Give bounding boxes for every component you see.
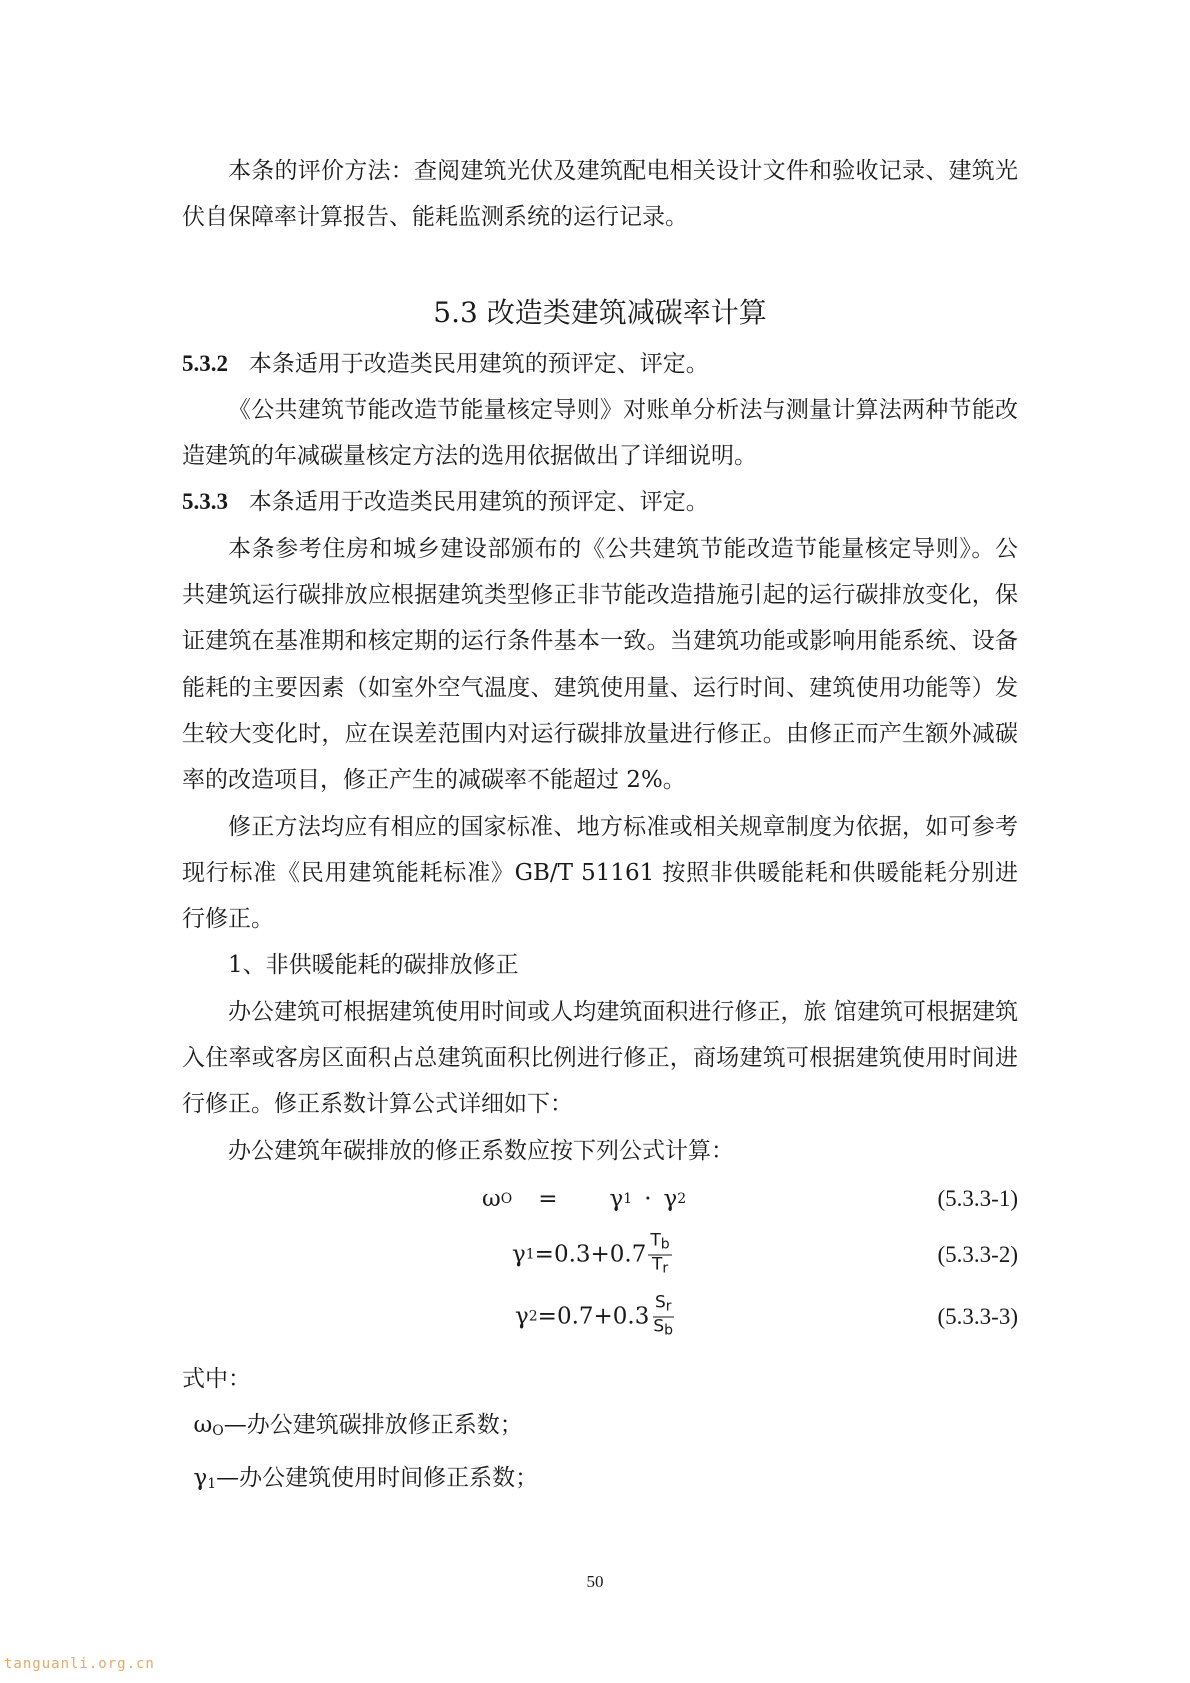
equation-rhs: =0.7+0.3: [537, 1303, 650, 1330]
equation-5-3-3-3: [182, 1286, 1018, 1348]
clause-text: 本条适用于改造类民用建筑的预评定、评定。: [248, 489, 709, 516]
clause-5-3-3: [182, 479, 1018, 525]
clause-text: 本条适用于改造类民用建筑的预评定、评定。: [248, 350, 709, 377]
gamma-symbol: γ: [515, 1303, 529, 1330]
equation-number: (5.3.3-2): [937, 1241, 1018, 1267]
clause-number: 5.3.3: [182, 489, 228, 515]
equation-5-3-3-1: [182, 1174, 1018, 1224]
gamma-symbol: γ: [512, 1241, 526, 1268]
fraction: $\frac{S_r}{S_b}$: [653, 1292, 674, 1339]
equation-5-3-3-2: [182, 1224, 1018, 1286]
equation-formula: ω O = γ 1 · γ 2: [482, 1185, 687, 1212]
equation-number: (5.3.3-1): [937, 1185, 1018, 1211]
watermark: tanguanli.org.cn: [4, 1656, 155, 1672]
paragraph: 《公共建筑节能改造节能量核定导则》对账单分析法与测量计算法两种节能改造建筑的年减碳量核定方法的选用依据做出了详细说明。: [182, 396, 1018, 470]
definition-item: $\gamma_1—$办公建筑使用时间修正系数；: [193, 1464, 539, 1492]
paragraph: 修正方法均应有相应的国家标准、地方标准或相关规章制度为依据，如可参考现行标准《民用建筑能耗标准》GB/T 51161 按照非供暖能耗和供暖能耗分别进行修正。: [182, 813, 1018, 933]
equals-sign: =: [538, 1185, 558, 1212]
equation-number: (5.3.3-3): [937, 1303, 1018, 1329]
multiply-dot: ·: [644, 1185, 652, 1212]
paragraph: 办公建筑年碳排放的修正系数应按下列公式计算：: [228, 1137, 734, 1164]
list-item-heading: 1、非供暖能耗的碳排放修正: [228, 952, 519, 979]
definition-item: $\omega_O—$办公建筑碳排放修正系数；: [193, 1412, 523, 1440]
page-number: 50: [586, 1572, 604, 1591]
omega-symbol: ω: [482, 1185, 501, 1212]
where-label: 式中：: [182, 1365, 251, 1392]
fraction: $\frac{T_b}{T_r}$: [650, 1230, 670, 1277]
clause-5-3-2: [182, 341, 1018, 387]
equation-formula: γ 2 =0.7+0.3 $\frac{S_r}{S_b}$: [515, 1292, 674, 1339]
section-heading: 5.3 改造类建筑减碳率计算: [433, 295, 767, 329]
equation-rhs: =0.3+0.7: [534, 1241, 647, 1268]
equation-formula: γ 1 =0.3+0.7 $\frac{T_b}{T_r}$: [512, 1230, 670, 1277]
gamma-symbol: γ: [663, 1185, 678, 1212]
paragraph: 本条的评价方法：查阅建筑光伏及建筑配电相关设计文件和验收记录、建筑光伏自保障率计算报告、能耗监测系统的运行记录。: [182, 158, 1018, 231]
gamma-symbol: γ: [609, 1185, 624, 1212]
text-column: [182, 148, 1018, 1507]
clause-number: 5.3.2: [182, 350, 228, 376]
paragraph: 本条参考住房和城乡建设部颁布的《公共建筑节能改造节能量核定导则》。公共建筑运行碳排放应根据建筑类型修正非节能改造措施引起的运行碳排放变化，保证建筑在基准期和核定期的运行条件基本一致。当建筑功能或影响用能系统、设备能耗的主要因素（如室外空气温度、建筑使用量、运行时间、建筑使用功能等）发生较大变化时，应在误差范围内对运行碳排放量进行修正。由修正而产生额外减碳率的改造项目，修正产生的减碳率不能超过 2%。: [182, 535, 1018, 794]
paragraph: 办公建筑可根据建筑使用时间或人均建筑面积进行修正，旅 馆建筑可根据建筑入住率或客房区面积占总建筑面积比例进行修正，商场建筑可根据建筑使用时间进行修正。修正系数计算公式详细如下：: [182, 998, 1018, 1118]
